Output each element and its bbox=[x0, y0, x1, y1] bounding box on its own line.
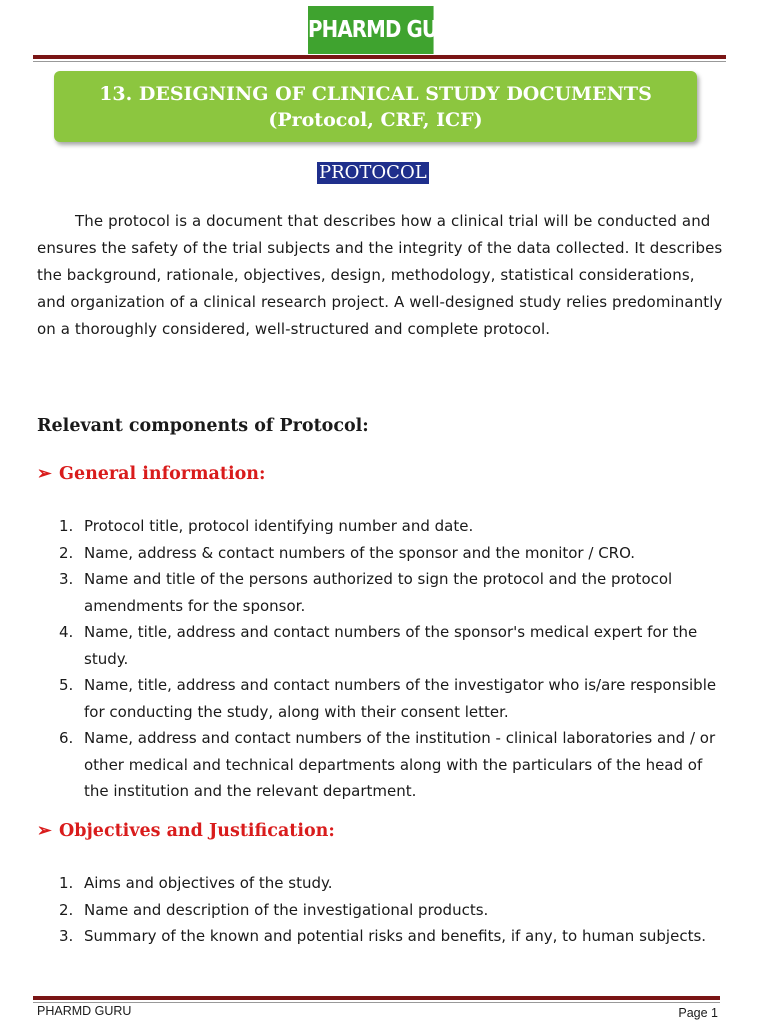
item-number: 2. bbox=[59, 543, 74, 562]
chapter-subtitle: (Protocol, CRF, ICF) bbox=[268, 108, 483, 131]
footer-rule-thin bbox=[33, 1002, 720, 1003]
item-text: Name, address & contact numbers of the sponsor and the monitor / CRO. bbox=[84, 543, 636, 562]
item-text: Aims and objectives of the study. bbox=[84, 874, 333, 892]
chapter-title-banner bbox=[54, 71, 697, 142]
item-number: 1. bbox=[59, 517, 74, 535]
list-item bbox=[37, 619, 727, 672]
intro-paragraph: The protocol is a document that describes how a clinical trial will be conducted and ensures the safety of the trial subjects and the integrity of the data collected. It describes the background, rationale, objectives, design, methodology, statistical considerations, and organization of a clinical research project. A well-designed study relies predominantly on a thoroughly considered, well-structured and complete protocol. bbox=[37, 212, 723, 338]
chapter-title: 13. DESIGNING OF CLINICAL STUDY DOCUMENTS bbox=[99, 82, 652, 105]
section-heading-general bbox=[37, 464, 265, 484]
item-number: 5. bbox=[59, 676, 74, 694]
list-item bbox=[37, 540, 727, 567]
arrow-bullet-icon: ➢ bbox=[37, 821, 52, 841]
section-title: Objectives and Justification: bbox=[59, 821, 335, 841]
item-text: Name and title of the persons authorized to sign the protocol and the protocol amendments for the sponsor. bbox=[84, 570, 673, 615]
list-item bbox=[37, 897, 727, 924]
arrow-bullet-icon: ➢ bbox=[37, 464, 52, 484]
item-text: Name, title, address and contact numbers of the investigator who is/are responsible for conducting the study, along with their consent letter. bbox=[84, 676, 717, 721]
list-item bbox=[37, 725, 727, 805]
general-info-list bbox=[37, 513, 727, 805]
header-rule bbox=[33, 55, 726, 59]
item-number: 6. bbox=[59, 729, 74, 747]
section-title: General information: bbox=[59, 464, 266, 484]
item-number: 2. bbox=[59, 900, 74, 919]
item-text: Summary of the known and potential risks and benefits, if any, to human subjects. bbox=[84, 927, 707, 945]
item-number: 1. bbox=[59, 874, 74, 892]
footer-brand: PHARMD GURU bbox=[37, 1004, 132, 1018]
list-item bbox=[37, 923, 727, 950]
item-text: Name, title, address and contact numbers of the sponsor's medical expert for the study. bbox=[84, 623, 698, 668]
footer-rule bbox=[33, 996, 720, 1000]
list-item bbox=[37, 566, 727, 619]
components-heading: Relevant components of Protocol: bbox=[37, 416, 369, 436]
section-label: PROTOCOL bbox=[319, 162, 427, 183]
item-text: Protocol title, protocol identifying number and date. bbox=[84, 517, 474, 535]
brand-logo: PHARMD GURU bbox=[308, 6, 434, 54]
objectives-list bbox=[37, 870, 727, 950]
page-number: Page 1 bbox=[678, 1006, 718, 1020]
item-number: 4. bbox=[59, 623, 74, 641]
header-rule-thin bbox=[33, 61, 726, 62]
list-item bbox=[37, 513, 727, 540]
item-number: 3. bbox=[59, 927, 74, 945]
list-item bbox=[37, 870, 727, 897]
item-text: Name, address and contact numbers of the institution - clinical laboratories and / or other medical and technical departments along with the particulars of the head of the institution and the relevant department. bbox=[84, 729, 716, 800]
item-number: 3. bbox=[59, 570, 74, 588]
section-heading-objectives bbox=[37, 821, 335, 841]
item-text: Name and description of the investigational products. bbox=[84, 900, 489, 919]
list-item bbox=[37, 672, 727, 725]
